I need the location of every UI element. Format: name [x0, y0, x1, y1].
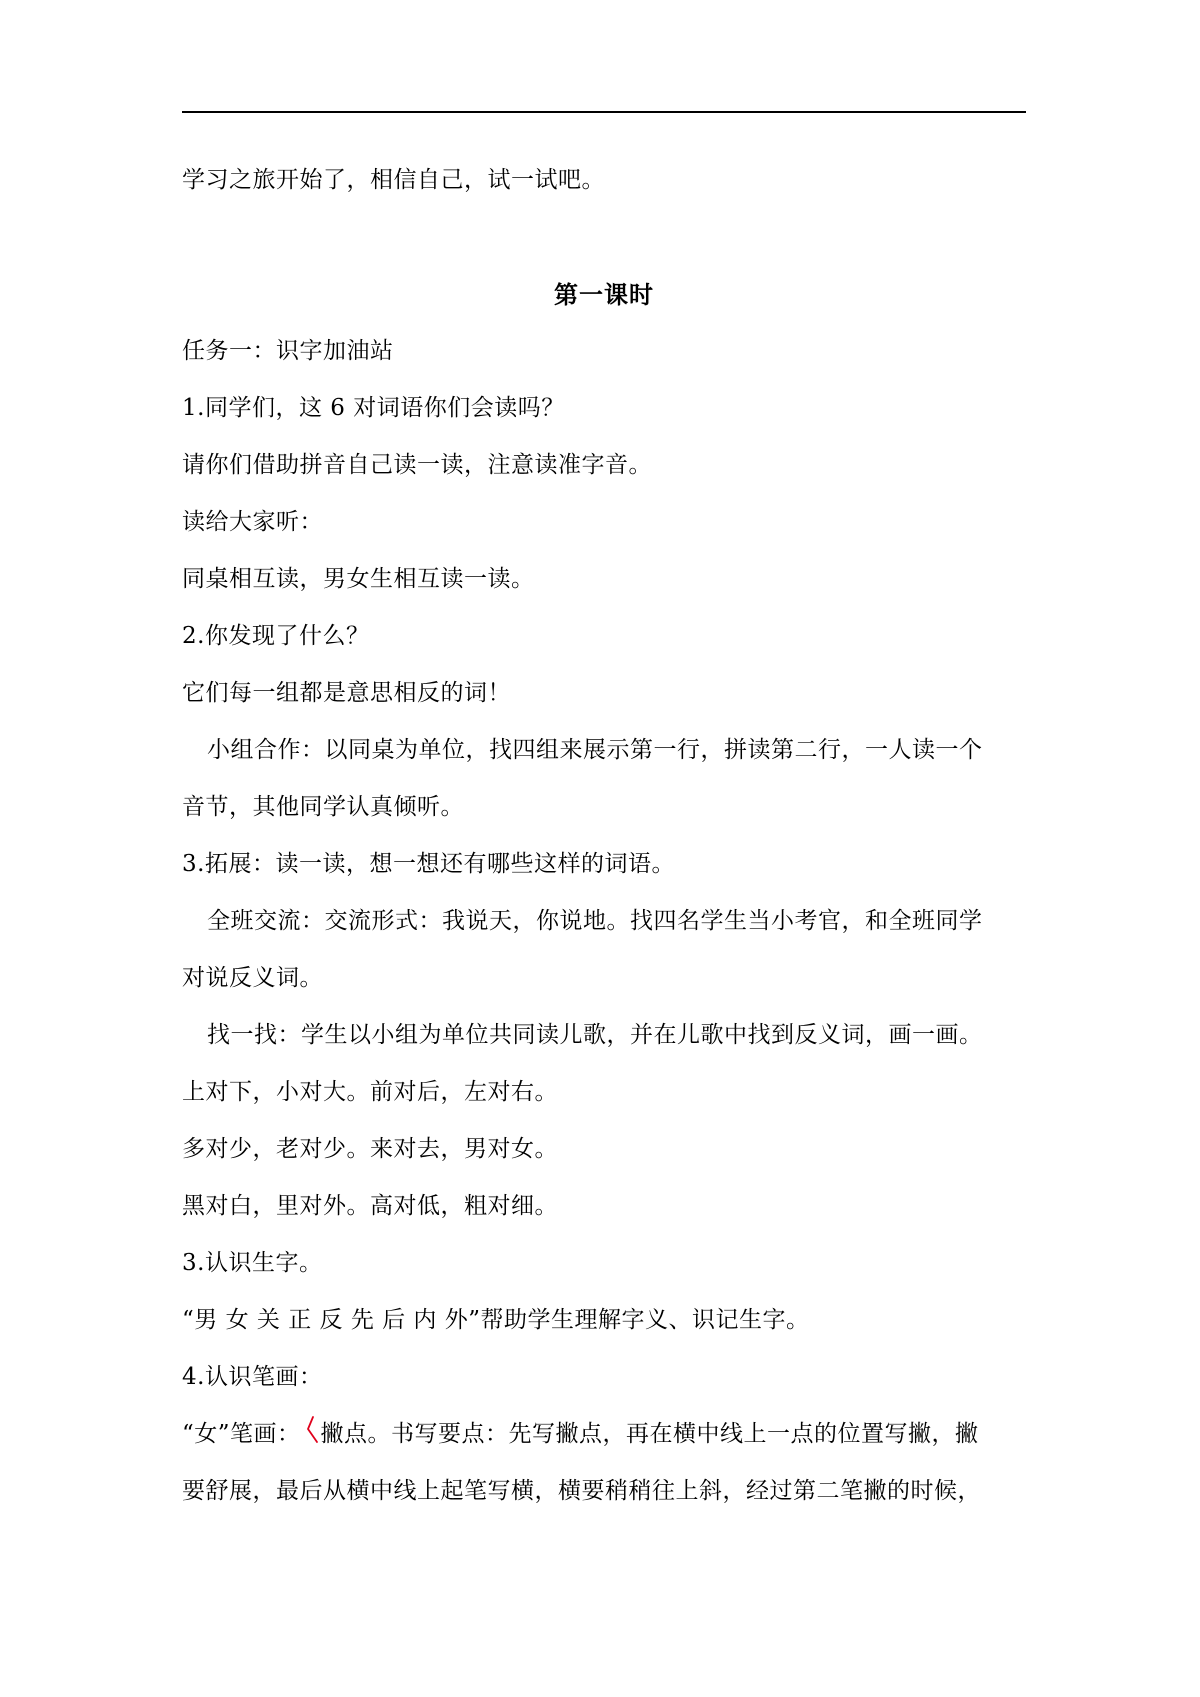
characters-line: “男 女 关 正 反 先 后 内 外”帮助学生理解字义、识记生字。: [182, 1307, 810, 1333]
paragraph: 请你们借助拼音自己读一读，注意读准字音。: [182, 452, 652, 478]
header-rule: [182, 111, 1026, 113]
paragraph: 它们每一组都是意思相反的词！: [182, 680, 511, 706]
find-activity-line: 找一找：学生以小组为单位共同读儿歌，并在儿歌中找到反义词，画一画。: [207, 1022, 983, 1048]
intro-line: 学习之旅开始了，相信自己，试一试吧。: [182, 167, 605, 193]
stroke-line-1: [182, 1406, 1026, 1463]
question-4: 4.认识笔画：: [182, 1364, 323, 1390]
stroke-line-2: 要舒展，最后从横中线上起笔写横，横要稍稍往上斜，经过第二笔撇的时候，: [182, 1478, 981, 1504]
class-exchange-line-1: 全班交流：交流形式：我说天，你说地。找四名学生当小考官，和全班同学: [207, 908, 983, 934]
document-body: [182, 152, 1026, 1520]
group-work-line-2: 音节，其他同学认真倾听。: [182, 794, 464, 820]
stroke-prefix: “女”笔画：: [182, 1421, 301, 1447]
rhyme-line-3: 黑对白，里对外。高对低，粗对细。: [182, 1193, 558, 1219]
question-1: 1.同学们，这 6 对词语你们会读吗？: [182, 395, 565, 421]
rhyme-line-2: 多对少，老对少。来对去，男对女。: [182, 1136, 558, 1162]
section-title: 第一课时: [554, 280, 654, 309]
pie-dian-stroke-icon: [305, 1410, 321, 1440]
question-3-characters: 3.认识生字。: [182, 1250, 323, 1276]
paragraph: 同桌相互读，男女生相互读一读。: [182, 566, 535, 592]
question-3: 3.拓展：读一读，想一想还有哪些这样的词语。: [182, 851, 675, 877]
question-2: 2.你发现了什么？: [182, 623, 370, 649]
rhyme-line-1: 上对下，小对大。前对后，左对右。: [182, 1079, 558, 1105]
task-heading: 任务一：识字加油站: [182, 338, 394, 364]
spacer: [182, 209, 1026, 266]
class-exchange-line-2: 对说反义词。: [182, 965, 323, 991]
group-work-line-1: 小组合作：以同桌为单位，找四组来展示第一行，拼读第二行，一人读一个: [207, 737, 983, 763]
stroke-description: 撇点。书写要点：先写撇点，再在横中线上一点的位置写撇，撇: [320, 1421, 979, 1447]
paragraph: 读给大家听：: [182, 509, 323, 535]
